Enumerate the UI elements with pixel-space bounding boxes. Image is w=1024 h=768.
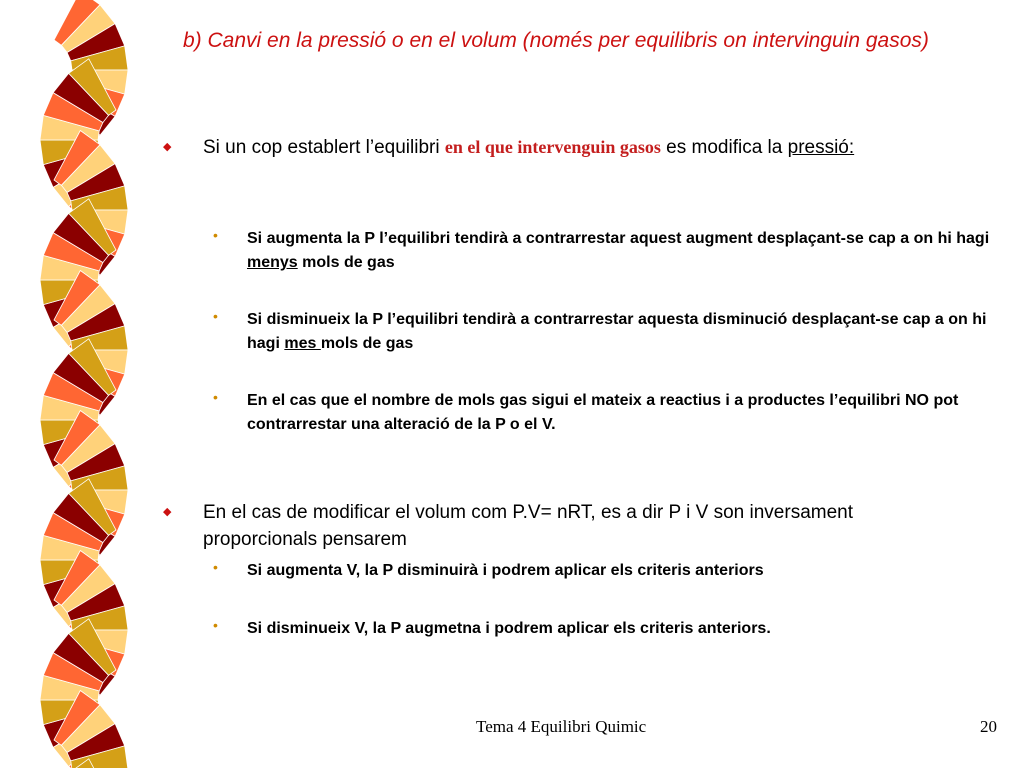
subbullet-pre: Si disminueix la P l’equilibri tendirà a contrarrestar aquesta disminució desplaçant-se cap a on hi hagi: [247, 311, 987, 352]
bullet-text-b: es modifica la: [660, 137, 788, 158]
slide-title: b) Canvi en la pressió o en el volum (només per equilibris on intervinguin gasos): [183, 29, 929, 52]
subbullet-equal-moles: [213, 389, 1003, 437]
bullet-marker-icon: ◆: [163, 141, 172, 153]
subbullet-marker-icon: •: [213, 617, 218, 633]
subbullet-text: Si disminueix V, la P augmetna i podrem aplicar els criteris anteriors.: [247, 620, 771, 637]
subbullet-decrease-pressure: [213, 308, 1003, 356]
bullet-highlight: en el que intervenguin gasos: [444, 137, 661, 157]
bullet-volume-text: En el cas de modificar el volum com P.V= nRT, es a dir P i V son inversament proporcionals pensarem: [203, 502, 853, 550]
subbullet-marker-icon: •: [213, 389, 218, 405]
footer-title: Tema 4 Equilibri Quimic: [476, 717, 647, 736]
bullet-marker-icon: ◆: [163, 506, 172, 518]
subbullet-pre: Si augmenta la P l’equilibri tendirà a contrarrestar aquest augment desplaçant-se cap a on hi hagi: [247, 230, 990, 247]
subbullet-post: mols de gas: [297, 254, 395, 271]
bullet-volume: [163, 499, 963, 553]
subbullet-underline: mes: [284, 335, 321, 352]
subbullet-marker-icon: •: [213, 227, 218, 243]
subbullet-marker-icon: •: [213, 559, 218, 575]
bullet-pressure: [163, 134, 963, 161]
subbullet-decrease-volume: [213, 617, 1003, 641]
subbullet-increase-pressure: [213, 227, 1003, 275]
subbullet-post: mols de gas: [320, 335, 414, 352]
bullet-text-a: Si un cop establert l’equilibri: [203, 137, 445, 158]
decorative-wave-border: [0, 0, 160, 768]
subbullet-underline: menys: [247, 254, 298, 271]
bullet-underline: pressió:: [787, 137, 855, 158]
subbullet-increase-volume: [213, 559, 1003, 583]
page-number: 20: [980, 717, 997, 736]
subbullet-marker-icon: •: [213, 308, 218, 324]
subbullet-pre: En el cas que el nombre de mols gas sigui el mateix a reactius i a productes l’equilibri NO pot contrarrestar una alteració de la P o el V.: [247, 392, 959, 433]
subbullet-text: Si augmenta V, la P disminuirà i podrem aplicar els criteris anteriors: [247, 562, 764, 579]
